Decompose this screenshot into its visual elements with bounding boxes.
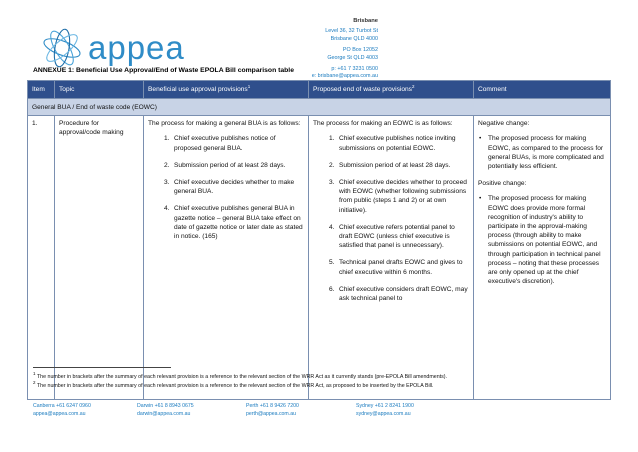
bullet-icon: • xyxy=(479,195,482,203)
list-item: 3. Chief executive decides whether to make general BUA. xyxy=(164,179,295,196)
header-bua: Beneficial use approval provisions$^1$ xyxy=(144,81,309,99)
list-item: 5. Technical panel drafts EOWC and gives to chief executive within 6 months. xyxy=(329,259,463,276)
bullet-icon: • xyxy=(479,135,482,143)
bua-intro: The process for making a general BUA is as follows: xyxy=(148,120,301,128)
table-header-row xyxy=(28,81,611,99)
eow-steps xyxy=(313,134,469,303)
contact-phone: Perth +61 8 9426 7200 xyxy=(246,403,299,409)
cell-comment xyxy=(474,116,611,400)
list-item: 4. Chief executive publishes general BUA in gazette notice – general BUA take effect on date of gazette notice or later date as stated in notice. (165) xyxy=(164,205,303,241)
cell-bua xyxy=(144,116,309,400)
contact-phone: Canberra +61 6247 0960 xyxy=(33,403,91,409)
address-suburb: Brisbane QLD 4000 xyxy=(330,35,378,42)
section-row xyxy=(28,99,611,116)
annex-title: ANNEXUE 1: Beneficial Use Approval/End of Waste EPOLA Bill comparison table xyxy=(33,67,294,74)
positive-change-heading: Positive change: xyxy=(478,180,527,188)
list-item: 2. Submission period of at least 28 days. xyxy=(164,161,286,169)
appea-swirl-icon xyxy=(40,26,84,70)
list-item: 1. Chief executive publishes notice of proposed general BUA. xyxy=(164,135,276,152)
appea-logo xyxy=(40,28,240,72)
header-eow: Proposed end of waste provisions$^2$ xyxy=(309,81,474,99)
list-item: 6. Chief executive considers draft EOWC, may ask technical panel to xyxy=(329,285,468,303)
list-item: 2. Submission period of at least 28 days. xyxy=(329,161,451,169)
contact-canberra xyxy=(33,403,91,418)
logo-wordmark: appea xyxy=(88,29,185,66)
contact-perth xyxy=(246,403,299,418)
contact-sydney xyxy=(356,403,414,418)
list-item: • The proposed process for making EOWC, as compared to the process for general BUAs, is more complicated and potentially less efficient. xyxy=(479,135,604,171)
footnote-divider xyxy=(33,367,171,368)
contact-email[interactable]: sydney@appea.com.au xyxy=(356,410,411,417)
negative-change-list xyxy=(478,134,606,171)
bua-steps xyxy=(148,134,304,241)
list-item: 1. Chief executive publishes notice inviting submissions on potential EOWC. xyxy=(329,135,456,152)
address-george-st: George St QLD 4003 xyxy=(327,54,378,61)
comparison-table xyxy=(27,80,611,400)
eow-intro: The process for making an EOWC is as follows: xyxy=(313,120,453,128)
office-city: Brisbane xyxy=(353,18,378,24)
cell-topic: Procedure for approval/code making xyxy=(55,116,144,400)
header-item: Item xyxy=(28,81,55,99)
footnotes xyxy=(33,373,613,391)
contact-darwin xyxy=(137,403,194,418)
address-phone: p: +61 7 3231 0500 xyxy=(331,66,378,73)
footnote-ref-1: 1 xyxy=(247,83,251,89)
list-item: 4. Chief executive refers potential panel to draft EOWC (unless chief executive is satisfied that panel is unnecessary). xyxy=(329,223,455,250)
address-po-box: PO Box 12052 xyxy=(342,47,378,54)
footnote-1: $^1$ The number in brackets after the summary of each relevant provision is a reference to the relevant section of the WRR Act as it currently stands (pre-EPOLA Bill amendments). xyxy=(33,371,448,380)
list-item: 3. Chief executive decides whether to proceed with EOWC (whether following submissions from public (steps 1 and 2) or at own initiative). xyxy=(329,179,467,214)
header-comment: Comment xyxy=(474,81,611,99)
table-row xyxy=(28,116,611,400)
contact-email[interactable]: darwin@appea.com.au xyxy=(137,410,191,417)
footnote-2: $^2$ The number in brackets after the summary of each relevant provision is a reference to the relevant section of the WRR Act, as proposed to be inserted by the EPOLA Bill. xyxy=(33,380,434,389)
contact-email[interactable]: perth@appea.com.au xyxy=(246,410,296,417)
contact-phone: Sydney +61 2 8241 1900 xyxy=(356,403,414,409)
contact-email[interactable]: appea@appea.com.au xyxy=(33,410,86,417)
positive-change-list xyxy=(478,194,606,286)
list-item: • The proposed process for making EOWC does provide more formal recognition of industry's ability to participate in the approval-making process (through ability to make submissions on potential EOWC, and through participation in technical panel process – noting that these processes are only opened up at the chief executive's discretion). xyxy=(479,195,601,286)
address-street: Level 36, 32 Turbot St xyxy=(325,28,378,35)
address-email[interactable]: e: brisbane@appea.com.au xyxy=(311,73,378,80)
cell-eow xyxy=(309,116,474,400)
cell-item: 1. xyxy=(28,116,55,400)
header-topic: Topic xyxy=(55,81,144,99)
contact-phone: Darwin +61 8 8943 0675 xyxy=(137,403,194,409)
section-label: General BUA / End of waste code (EOWC) xyxy=(28,99,611,116)
footnote-ref-2: 2 xyxy=(411,83,415,89)
negative-change-heading: Negative change: xyxy=(478,120,530,128)
